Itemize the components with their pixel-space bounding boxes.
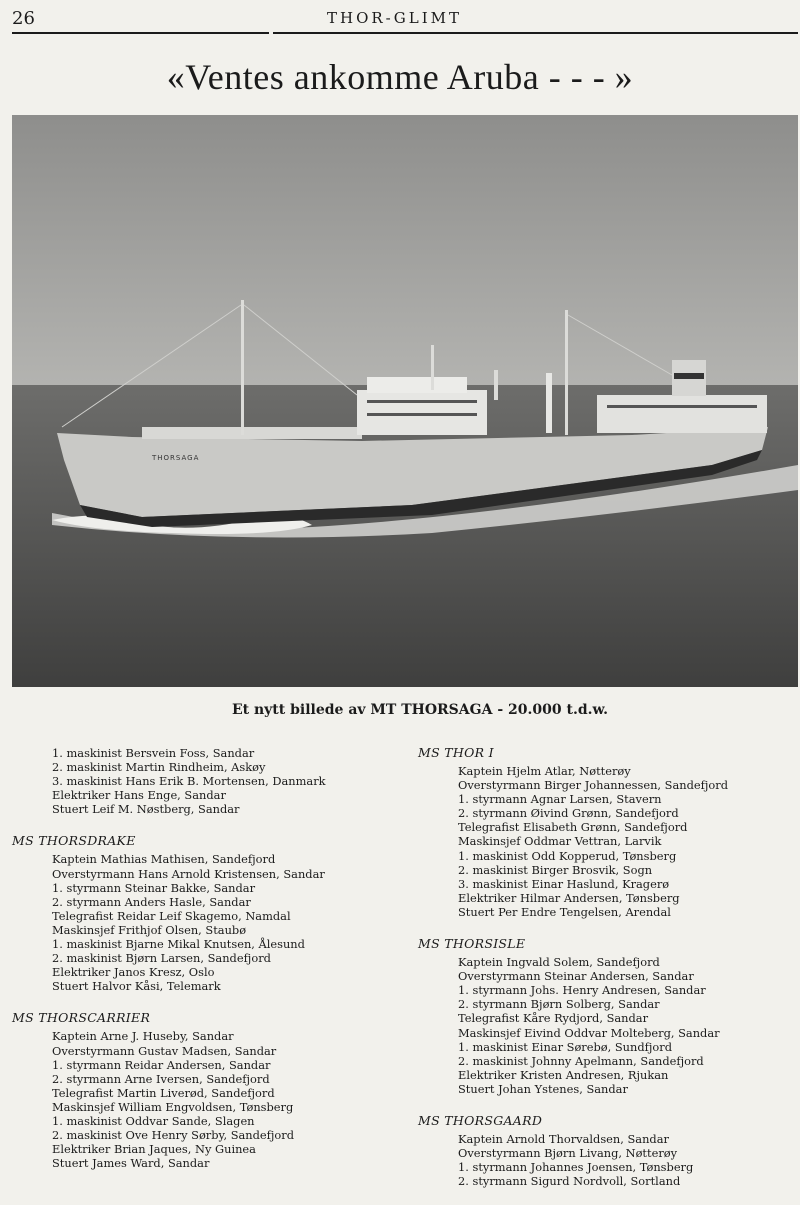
crew-member: Maskinsjef Frithjof Olsen, Staubø: [52, 922, 247, 937]
crew-list: [12, 1029, 407, 1170]
crew-member: 2. styrmann Bjørn Solberg, Sandar: [458, 997, 660, 1012]
crew-member: 1. styrmann Johannes Joensen, Tønsberg: [458, 1160, 694, 1175]
crew-member: Elektriker Hans Enge, Sandar: [52, 788, 226, 803]
crew-member: Overstyrmann Steinar Andersen, Sandar: [458, 969, 694, 984]
crew-member: 2. maskinist Birger Brosvik, Sogn: [458, 862, 653, 877]
crew-list: [12, 852, 407, 993]
ship-heading: MS THORSISLE: [418, 936, 526, 952]
crew-member: 2. maskinist Johnny Apelmann, Sandefjord: [458, 1053, 704, 1068]
crew-member: Kaptein Arne J. Huseby, Sandar: [52, 1029, 234, 1044]
crew-member: Telegrafist Reidar Leif Skagemo, Namdal: [52, 908, 291, 923]
crew-member: Overstyrmann Bjørn Livang, Nøtterøy: [458, 1146, 678, 1161]
crew-member: Stuert Johan Ystenes, Sandar: [458, 1081, 628, 1096]
crew-member: Maskinsjef Oddmar Vettran, Larvik: [458, 834, 662, 849]
crew-member: 2. styrmann Øivind Grønn, Sandefjord: [458, 806, 679, 821]
header-rule: [12, 32, 798, 34]
crew-member: Kaptein Mathias Mathisen, Sandefjord: [52, 852, 276, 867]
crew-member: 1. maskinist Einar Sørebø, Sundfjord: [458, 1039, 672, 1054]
crew-member: Telegrafist Kåre Rydjord, Sandar: [458, 1011, 649, 1026]
crew-member: Kaptein Ingvald Solem, Sandefjord: [458, 955, 660, 970]
crew-list: [418, 764, 798, 919]
crew-member: Maskinsjef Eivind Oddvar Molteberg, Sandar: [458, 1025, 720, 1040]
page-header: [12, 6, 798, 34]
crew-member: 2. maskinist Martin Rindheim, Askøy: [52, 760, 266, 775]
crew-list: [418, 1132, 798, 1188]
article-title: «Ventes ankomme Aruba - - - »: [166, 57, 634, 97]
crew-member: 3. maskinist Hans Erik B. Mortensen, Danmark: [52, 774, 326, 789]
ship-heading: MS THORSCARRIER: [12, 1010, 151, 1026]
ship-heading: MS THORSGAARD: [418, 1112, 543, 1128]
crew-member: Kaptein Arnold Thorvaldsen, Sandar: [458, 1131, 669, 1146]
crew-member: 1. maskinist Bjarne Mikal Knutsen, Ålesund: [52, 937, 305, 952]
left-column: [12, 746, 407, 1170]
crew-member: Overstyrmann Hans Arnold Kristensen, Sandar: [52, 866, 325, 881]
right-column: [418, 746, 798, 1188]
crew-member: 1. maskinist Oddvar Sande, Slagen: [52, 1113, 255, 1128]
crew-member: Elektriker Kristen Andresen, Rjukan: [458, 1067, 669, 1082]
crew-member: 2. maskinist Ove Henry Sørby, Sandefjord: [52, 1128, 295, 1143]
crew-member: Overstyrmann Gustav Madsen, Sandar: [52, 1043, 277, 1058]
crew-member: 2. maskinist Bjørn Larsen, Sandefjord: [52, 951, 271, 966]
crew-list: [418, 955, 798, 1096]
hull-ship-name: THORSAGA: [152, 454, 200, 462]
crew-member: Stuert Leif M. Nøstberg, Sandar: [52, 802, 240, 817]
crew-list-continued: [12, 746, 407, 816]
crew-member: Stuert James Ward, Sandar: [52, 1156, 210, 1171]
ship-photo: [12, 115, 798, 687]
crew-member: Maskinsjef William Engvoldsen, Tønsberg: [52, 1099, 294, 1114]
crew-member: Stuert Per Endre Tengelsen, Arendal: [458, 904, 671, 919]
crew-member: Overstyrmann Birger Johannessen, Sandefjord: [458, 778, 728, 793]
ship-heading: MS THOR I: [418, 745, 494, 760]
running-title: THOR-GLIMT: [327, 9, 462, 27]
crew-member: 1. styrmann Steinar Bakke, Sandar: [52, 880, 256, 895]
crew-member: 1. styrmann Agnar Larsen, Stavern: [458, 792, 662, 807]
crew-member: 2. styrmann Anders Hasle, Sandar: [52, 894, 251, 909]
crew-member: Stuert Halvor Kåsi, Telemark: [52, 979, 221, 994]
crew-member: Telegrafist Elisabeth Grønn, Sandefjord: [458, 820, 688, 835]
crew-member: 1. styrmann Johs. Henry Andresen, Sandar: [458, 983, 706, 998]
photo-caption: Et nytt billede av MT THORSAGA - 20.000 t.d.w.: [231, 702, 609, 718]
crew-member: 1. maskinist Bersvein Foss, Sandar: [52, 746, 255, 760]
crew-member: 2. styrmann Arne Iversen, Sandefjord: [52, 1071, 270, 1086]
crew-member: Elektriker Brian Jaques, Ny Guinea: [52, 1142, 256, 1157]
crew-member: Telegrafist Martin Liverød, Sandefjord: [52, 1085, 275, 1100]
ship-heading: MS THORSDRAKE: [12, 833, 136, 849]
crew-member: Kaptein Hjelm Atlar, Nøtterøy: [458, 764, 631, 778]
page-number: 26: [12, 8, 35, 29]
crew-member: 3. maskinist Einar Haslund, Kragerø: [458, 876, 670, 891]
crew-member: 2. styrmann Sigurd Nordvoll, Sortland: [458, 1174, 681, 1189]
crew-member: Elektriker Hilmar Andersen, Tønsberg: [458, 890, 680, 905]
crew-member: 1. styrmann Reidar Andersen, Sandar: [52, 1057, 271, 1072]
crew-member: Elektriker Janos Kresz, Oslo: [52, 965, 215, 980]
crew-member: 1. maskinist Odd Kopperud, Tønsberg: [458, 848, 677, 863]
